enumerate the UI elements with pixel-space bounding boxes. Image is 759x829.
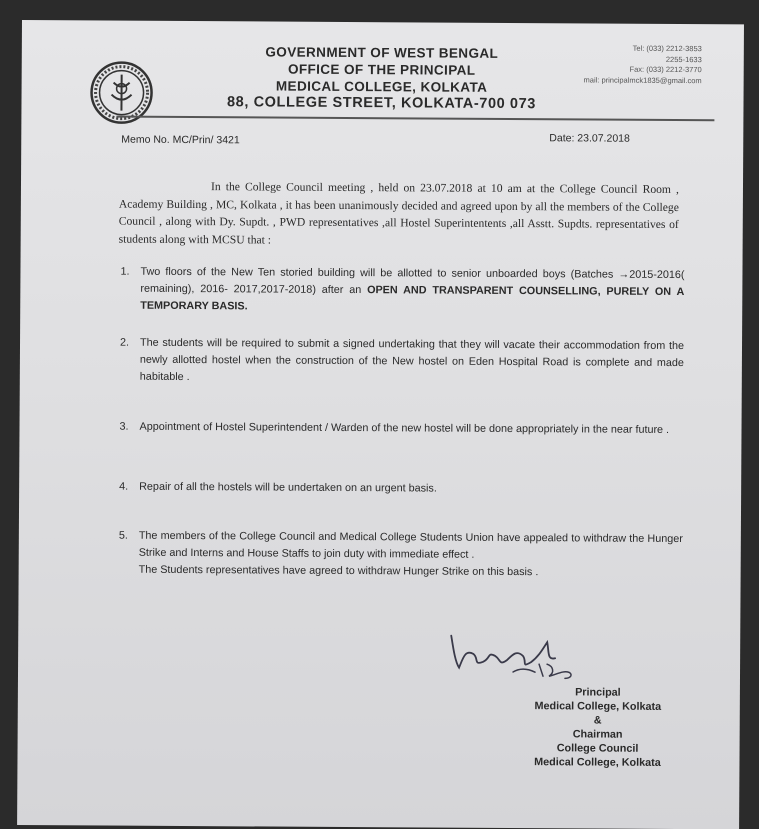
list-item-1-bold-text: OPEN AND TRANSPARENT COUNSELLING, PURELY ON A TEMPORARY BASIS.: [140, 284, 685, 313]
contact-fax: Fax: (033) 2212-3770: [629, 64, 702, 75]
list-item-number: 5.: [118, 529, 128, 542]
list-item-3-text: Appointment of Hostel Superintendent / Warden of the new hostel will be done appropriately in the near future .: [139, 420, 670, 436]
handwritten-signature: [443, 628, 583, 689]
contact-block: [552, 43, 702, 86]
memo-number: Memo No. MC/Prin/ 3421: [121, 133, 240, 147]
signatory-title-principal: Principal: [575, 686, 621, 699]
letterhead-line-2: OFFICE OF THE PRINCIPAL: [287, 61, 476, 78]
contact-tel: Tel: (033) 2212-3853: [632, 43, 702, 54]
list-item-number: 2.: [119, 336, 130, 349]
header-divider: [116, 116, 714, 122]
list-item-number: 3.: [119, 420, 129, 433]
list-item-4-text: Repair of all the hostels will be undertaken on an urgent basis.: [139, 480, 437, 495]
signatory-org-3: Medical College, Kolkata: [534, 756, 661, 769]
list-item-text: [140, 264, 684, 318]
letterhead-line-1: GOVERNMENT OF WEST BENGAL: [265, 44, 499, 61]
list-item-1-text: Two floors of the New Ten storied building will be allotted to senior unboarded boys (Batches →2015-2016( remaining), 2016- 2017,2017-2018) after an: [140, 265, 685, 297]
contact-tel2: 2255-1633: [665, 54, 702, 64]
letterhead: [216, 43, 546, 113]
letterhead-line-3: MEDICAL COLLEGE, KOLKATA: [275, 78, 488, 95]
signature-block: [487, 685, 708, 770]
signatory-org-1: Medical College, Kolkata: [534, 700, 662, 713]
signatory-org-2: College Council: [556, 742, 639, 755]
intro-paragraph: In the College Council meeting , held on 23.07.2018 at 10 am at the College Council Room , Academy Building , MC, Kolkata , it has been unanimously decided and agreed upon by all the members of the College Council , along with Dy. Supdt. , PWD representatives ,all Hostel Superintentents ,all Asstt. Supdts. representatives of students along with MCSU that :: [118, 180, 680, 247]
list-item-2-text: The students will be required to submit a signed undertaking that they will vacate their accommodation from the newly allotted hostel when the construction of the New hostel on Eden Hospital Road is complete and made habitable .: [139, 336, 685, 384]
letterhead-address: 88, COLLEGE STREET, KOLKATA-700 073: [226, 94, 536, 113]
memo-date: Date: 23.07.2018: [549, 132, 630, 145]
contact-mail: mail: principalmck1835@gmail.com: [583, 74, 702, 85]
signatory-ampersand: &: [593, 714, 602, 727]
list-item-5-text-2: The Students representatives have agreed to withdraw Hunger Strike on this basis .: [138, 563, 539, 579]
list-item-number: 4.: [119, 480, 129, 493]
signatory-title-chairman: Chairman: [572, 728, 623, 741]
list-item-text: [139, 528, 683, 582]
document-page: [17, 20, 744, 829]
list-item-number: 1.: [120, 265, 130, 278]
list-item-5-text: The members of the College Council and Medical College Students Union have appealed to withdraw the Hunger Strike and Interns and House Staffs to join duty with immediate effect .: [138, 529, 683, 561]
